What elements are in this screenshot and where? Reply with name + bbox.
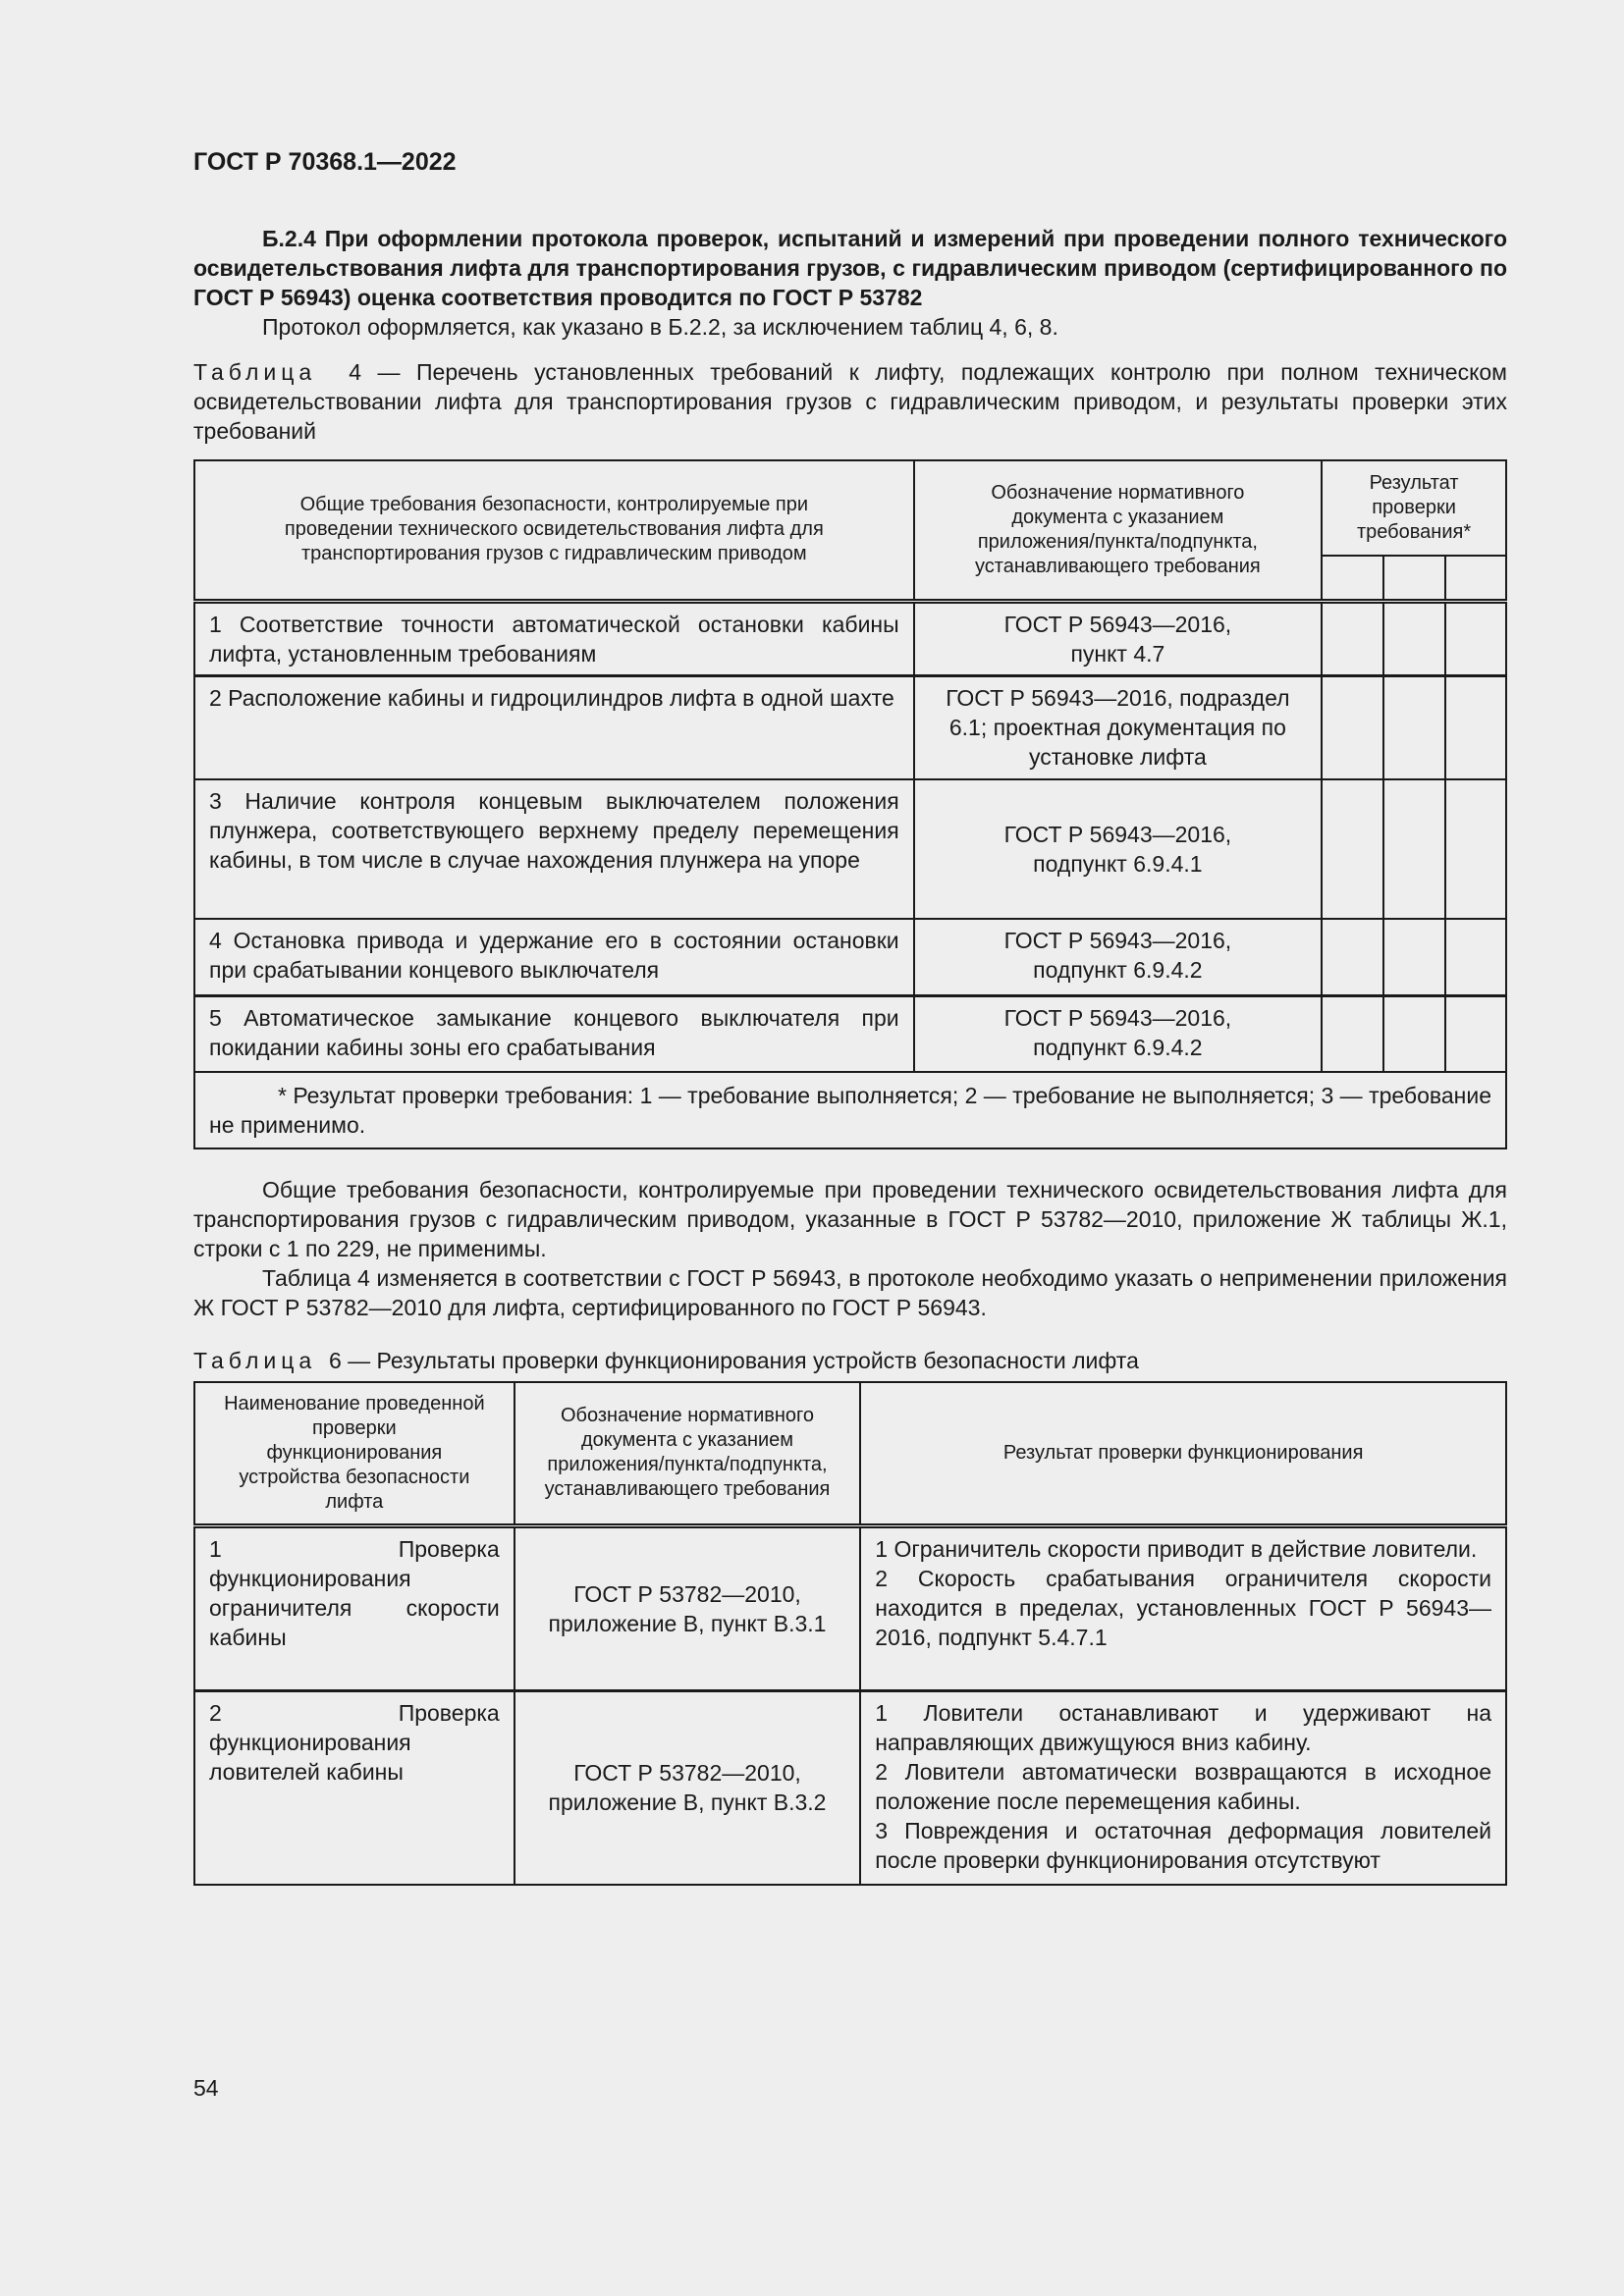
table6-result-line: 1 Ловители останавливают и удерживают на направляющих движущуюся вниз кабину. — [875, 1699, 1491, 1755]
table4-result-subcol-2 — [1383, 556, 1445, 601]
table4-document-cell: ГОСТ Р 56943—2016, пункт 4.7 — [914, 601, 1322, 675]
table4-result-cell — [1445, 601, 1506, 675]
table4-caption-text: 4 — Перечень установленных требований к лифту, подлежащих контролю при полном техническом освидетельствовании лифта для транспортирования грузов с гидравлическим приводом, и результаты проверки этих требований — [193, 359, 1507, 444]
table-row — [194, 1690, 1506, 1885]
table6-document-cell: ГОСТ Р 53782—2010, приложение В, пункт В.3.2 — [514, 1690, 861, 1885]
table-row — [194, 675, 1506, 779]
table4-result-cell — [1322, 995, 1383, 1072]
table4-caption — [193, 357, 1507, 446]
table-row — [194, 1525, 1506, 1690]
table4-requirement-cell: 3 Наличие контроля концевым выключателем положения плунжера, соответствующего верхнему пределу перемещения кабины, в том числе в случае нахождения плунжера на упоре — [194, 779, 914, 919]
table-row — [194, 601, 1506, 675]
table4-result-subcol-3 — [1445, 556, 1506, 601]
table6-result-cell — [860, 1525, 1506, 1690]
document-id: ГОСТ Р 70368.1—2022 — [193, 148, 457, 176]
table4-document-cell: ГОСТ Р 56943—2016, подпункт 6.9.4.2 — [914, 919, 1322, 995]
table4-header-requirements: Общие требования безопасности, контролируемые при проведении технического освидетельствования лифта для транспортирования грузов с гидравлическим приводом — [194, 460, 914, 601]
table6-caption-label: Таблица — [193, 1348, 317, 1373]
table4-result-cell — [1322, 779, 1383, 919]
table4-footnote-row — [194, 1072, 1506, 1148]
table4-result-cell — [1445, 919, 1506, 995]
table4-document-cell: ГОСТ Р 56943—2016, подпункт 6.9.4.1 — [914, 779, 1322, 919]
table4-requirement-cell: 5 Автоматическое замыкание концевого выключателя при покидании кабины зоны его срабатывания — [194, 995, 914, 1072]
table4-result-cell — [1445, 675, 1506, 779]
table4-result-subcol-1 — [1322, 556, 1383, 601]
table4-result-cell — [1322, 919, 1383, 995]
table4-requirement-cell: 4 Остановка привода и удержание его в состоянии остановки при срабатывании концевого выключателя — [194, 919, 914, 995]
table6-check-cell: 2 Проверка функционирования ловителей кабины — [194, 1690, 514, 1885]
table6-check-cell: 1 Проверка функционирования ограничителя скорости кабины — [194, 1525, 514, 1690]
table-4 — [193, 459, 1507, 1149]
table4-result-cell — [1322, 675, 1383, 779]
table4-footnote: * Результат проверки требования: 1 — требование выполняется; 2 — требование не выполняется; 3 — требование не применимо. — [209, 1083, 1491, 1138]
protocol-note: Протокол оформляется, как указано в Б.2.2, за исключением таблиц 4, 6, 8. — [262, 314, 1058, 340]
table6-result-line: 2 Скорость срабатывания ограничителя скорости находится в пределах, установленных ГОСТ Р 56943—2016, подпункт 5.4.7.1 — [875, 1565, 1491, 1650]
table-6 — [193, 1381, 1507, 1886]
table-row — [194, 779, 1506, 919]
body-paragraph-2: Таблица 4 изменяется в соответствии с ГОСТ Р 56943, в протоколе необходимо указать о неприменении приложения Ж ГОСТ Р 53782—2010 для лифта, сертифицированного по ГОСТ Р 56943. — [193, 1265, 1507, 1320]
table4-result-cell — [1383, 919, 1445, 995]
table6-header-result: Результат проверки функционирования — [860, 1382, 1506, 1525]
table4-result-cell — [1322, 601, 1383, 675]
table6-result-line: 2 Ловители автоматически возвращаются в исходное положение после перемещения кабины. — [875, 1758, 1491, 1814]
section-heading: Б.2.4 При оформлении протокола проверок, испытаний и измерений при проведении полного технического освидетельствования лифта для транспортирования грузов, с гидравлическим приводом (сертифицированного по ГОСТ Р 56943) оценка соответствия проводится по ГОСТ Р 53782 — [193, 226, 1507, 310]
table4-header-result: Результат проверки требования* — [1322, 460, 1506, 556]
table4-result-cell — [1445, 779, 1506, 919]
table-row — [194, 995, 1506, 1072]
table4-requirement-cell: 2 Расположение кабины и гидроцилиндров лифта в одной шахте — [194, 675, 914, 779]
body-paragraph-1: Общие требования безопасности, контролируемые при проведении технического освидетельствования лифта для транспортирования грузов с гидравлическим приводом, указанные в ГОСТ Р 53782—2010, приложение Ж таблицы Ж.1, строки с 1 по 229, не применимы. — [193, 1177, 1507, 1261]
table4-caption-label: Таблица — [193, 359, 317, 385]
table4-result-cell — [1383, 995, 1445, 1072]
table4-result-cell — [1445, 995, 1506, 1072]
table4-result-cell — [1383, 601, 1445, 675]
table6-header-check: Наименование проведенной проверки функционирования устройства безопасности лифта — [194, 1382, 514, 1525]
page-number: 54 — [193, 2075, 219, 2101]
table6-header-document: Обозначение нормативного документа с указанием приложения/пункта/подпункта, устанавливающего требования — [514, 1382, 861, 1525]
table6-caption — [193, 1346, 1507, 1375]
table6-result-cell — [860, 1690, 1506, 1885]
table4-result-cell — [1383, 675, 1445, 779]
section-b-2-4 — [193, 224, 1507, 1886]
table6-result-line: 1 Ограничитель скорости приводит в действие ловители. — [875, 1535, 1478, 1562]
table6-document-cell: ГОСТ Р 53782—2010, приложение В, пункт В.3.1 — [514, 1525, 861, 1690]
table6-result-line: 3 Повреждения и остаточная деформация ловителей после проверки функционирования отсутствуют — [875, 1817, 1491, 1873]
table4-result-cell — [1383, 779, 1445, 919]
table4-document-cell: ГОСТ Р 56943—2016, подраздел 6.1; проектная документация по установке лифта — [914, 675, 1322, 779]
table-row — [194, 919, 1506, 995]
table4-header-document: Обозначение нормативного документа с указанием приложения/пункта/подпункта, устанавливающего требования — [914, 460, 1322, 601]
table4-requirement-cell: 1 Соответствие точности автоматической остановки кабины лифта, установленным требованиям — [194, 601, 914, 675]
table4-document-cell: ГОСТ Р 56943—2016, подпункт 6.9.4.2 — [914, 995, 1322, 1072]
table6-caption-text: 6 — Результаты проверки функционирования устройств безопасности лифта — [328, 1348, 1139, 1373]
